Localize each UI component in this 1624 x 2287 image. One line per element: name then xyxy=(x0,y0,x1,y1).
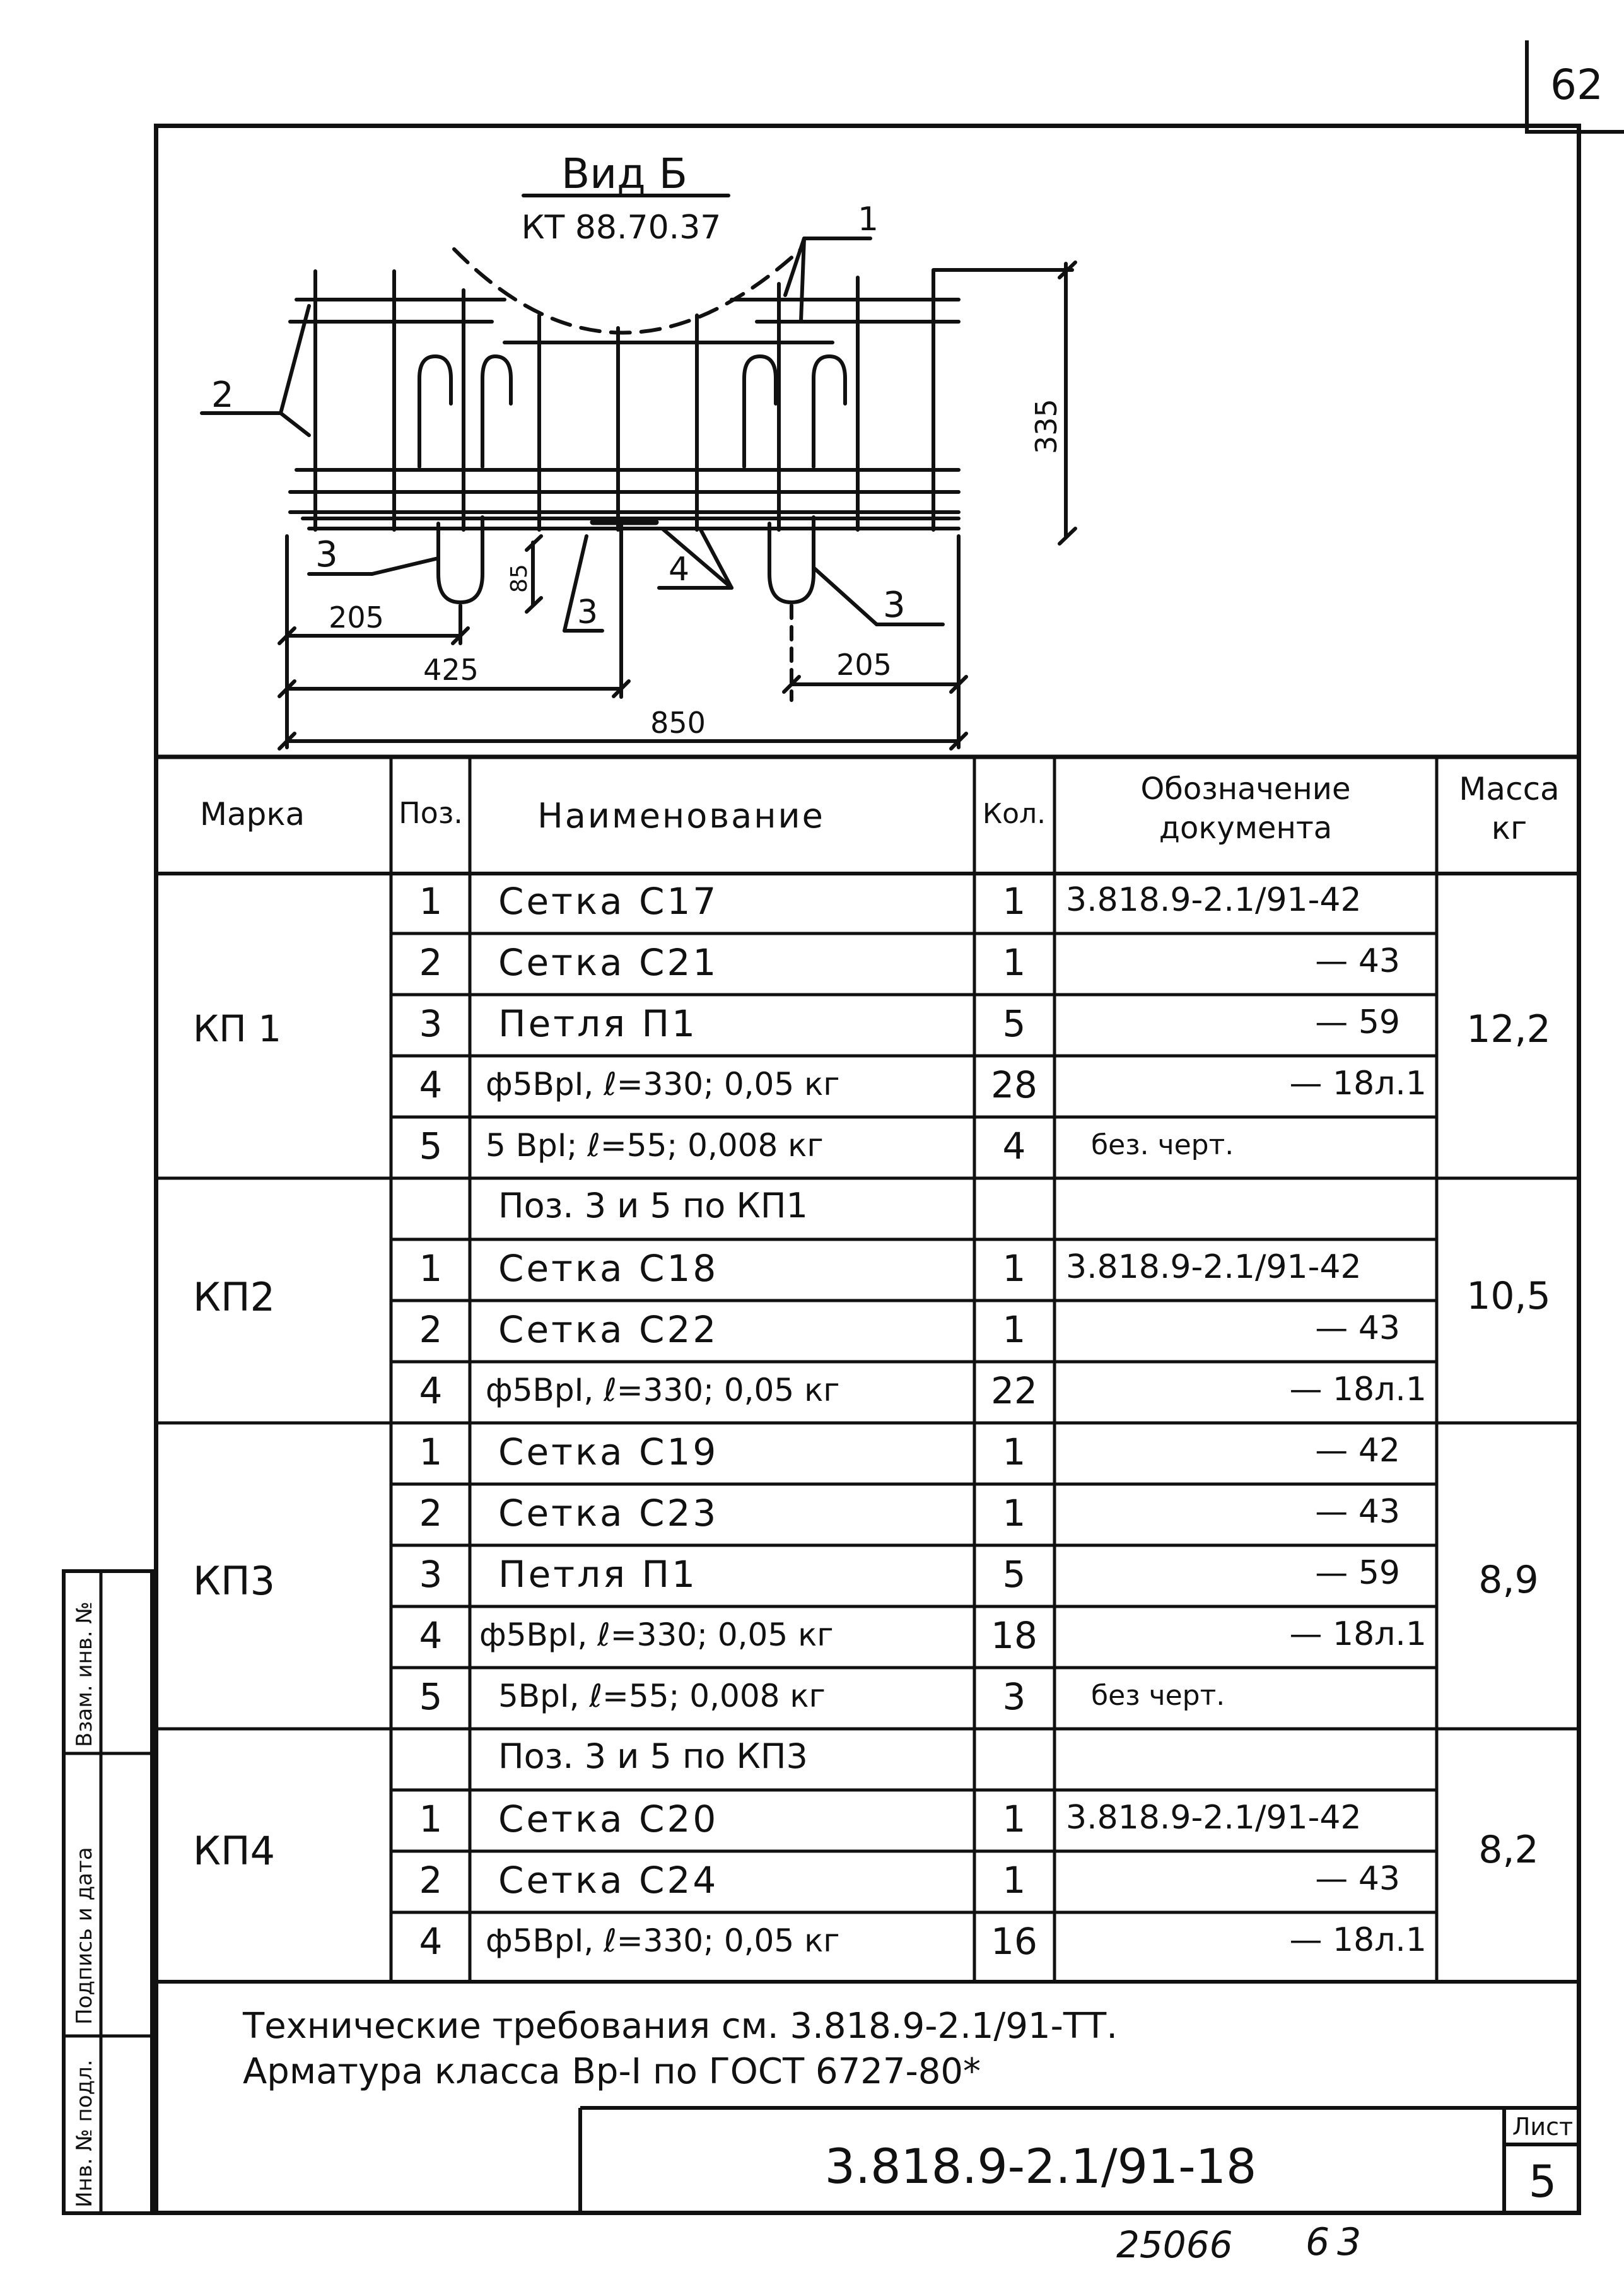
callout-3-left: 3 xyxy=(315,534,338,575)
qty-cell: 1 xyxy=(1002,1247,1026,1290)
dim-850: 850 xyxy=(650,706,706,740)
qty-cell: 22 xyxy=(991,1369,1037,1412)
mass-kp1: 12,2 xyxy=(1466,1007,1551,1051)
doc-cell: — 59 xyxy=(1315,1003,1400,1041)
qty-cell: 5 xyxy=(1002,1553,1026,1596)
marka-kp4: КП4 xyxy=(193,1828,276,1874)
doc-cell: 3.818.9-2.1/91-42 xyxy=(1066,1248,1362,1286)
view-subtitle: КТ 88.70.37 xyxy=(521,209,721,247)
poz-cell: 1 xyxy=(419,1247,443,1290)
callout-3-mid: 3 xyxy=(577,594,599,631)
mass-kp2: 10,5 xyxy=(1466,1274,1551,1318)
document-code: 3.818.9-2.1/91-18 xyxy=(824,2138,1257,2194)
callout-2: 2 xyxy=(211,375,234,416)
qty-cell: 1 xyxy=(1002,1798,1026,1840)
name-cell: Сетка С22 xyxy=(498,1308,719,1351)
poz-cell: 4 xyxy=(419,1369,443,1412)
qty-cell: 1 xyxy=(1002,1492,1026,1535)
footer-page-number: 63 xyxy=(1306,2220,1369,2264)
doc-cell: — 18л.1 xyxy=(1289,1921,1427,1959)
qty-cell: 1 xyxy=(1002,1430,1026,1473)
doc-cell: 3.818.9-2.1/91-42 xyxy=(1066,1799,1362,1837)
poz-cell: 2 xyxy=(419,1492,443,1535)
name-cell: Петля П1 xyxy=(498,1002,698,1045)
poz-cell: 4 xyxy=(419,1920,443,1963)
doc-cell: — 43 xyxy=(1315,1493,1400,1531)
side-stamp-lines xyxy=(0,0,189,2287)
doc-cell: — 42 xyxy=(1315,1432,1400,1470)
stamp-inv-podl: Инв. № подл. xyxy=(72,2059,97,2208)
qty-cell: 1 xyxy=(1002,1308,1026,1351)
qty-cell: 1 xyxy=(1002,880,1026,923)
name-cell: ф5ВрI, ℓ=330; 0,05 кг xyxy=(486,1066,840,1103)
callout-4: 4 xyxy=(669,551,690,588)
poz-cell: 3 xyxy=(419,1553,443,1596)
header-marka: Марка xyxy=(199,796,305,833)
callout-1: 1 xyxy=(858,201,879,238)
poz-cell: 1 xyxy=(419,1798,443,1840)
name-cell: Поз. 3 и 5 по КП3 xyxy=(498,1736,808,1776)
doc-cell: — 59 xyxy=(1315,1554,1400,1592)
header-qty: Кол. xyxy=(982,798,1046,830)
sheet-number: 5 xyxy=(1528,2156,1557,2208)
name-cell: Сетка С21 xyxy=(498,941,719,984)
name-cell: ф5ВрI, ℓ=330; 0,05 кг xyxy=(486,1372,840,1408)
poz-cell: 2 xyxy=(419,1308,443,1351)
poz-cell: 4 xyxy=(419,1063,443,1106)
poz-cell: 2 xyxy=(419,1859,443,1902)
qty-cell: 4 xyxy=(1002,1125,1026,1167)
archive-number: 25066 xyxy=(1116,2223,1233,2266)
header-poz: Поз. xyxy=(399,796,463,830)
name-cell: ф5ВрI, ℓ=330; 0,05 кг xyxy=(486,1922,840,1959)
qty-cell: 28 xyxy=(991,1063,1037,1106)
header-doc: Обозначение документа xyxy=(1140,771,1351,846)
poz-cell: 5 xyxy=(419,1125,443,1167)
poz-cell: 4 xyxy=(419,1614,443,1657)
name-cell: Сетка С23 xyxy=(498,1492,719,1535)
qty-cell: 5 xyxy=(1002,1002,1026,1045)
name-cell: 5ВрI, ℓ=55; 0,008 кг xyxy=(498,1678,826,1714)
dim-205-right: 205 xyxy=(836,648,892,682)
page-number: 62 xyxy=(1550,61,1603,109)
doc-cell: — 18л.1 xyxy=(1289,1615,1427,1653)
qty-cell: 18 xyxy=(991,1614,1037,1657)
header-mass: Масса кг xyxy=(1459,771,1560,846)
qty-cell: 3 xyxy=(1002,1675,1026,1718)
note-reinforcement-class: Арматура класса Вр-I по ГОСТ 6727-80* xyxy=(243,2051,981,2092)
name-cell: Сетка С17 xyxy=(498,880,719,923)
doc-cell: 3.818.9-2.1/91-42 xyxy=(1066,881,1362,919)
dim-85: 85 xyxy=(506,564,532,593)
doc-cell: — 18л.1 xyxy=(1289,1371,1427,1408)
name-cell: 5 ВрI; ℓ=55; 0,008 кг xyxy=(486,1127,824,1164)
dim-205-left: 205 xyxy=(329,600,384,635)
poz-cell: 2 xyxy=(419,941,443,984)
qty-cell: 1 xyxy=(1002,1859,1026,1902)
stamp-podpis-data: Подпись и дата xyxy=(72,1847,97,2025)
doc-cell: — 43 xyxy=(1315,1309,1400,1347)
name-cell: Петля П1 xyxy=(498,1553,698,1596)
name-cell: Сетка С18 xyxy=(498,1247,719,1290)
sheet-label: Лист xyxy=(1512,2113,1574,2141)
view-title: Вид Б xyxy=(561,149,688,198)
qty-cell: 1 xyxy=(1002,941,1026,984)
name-cell: Сетка С19 xyxy=(498,1430,719,1473)
name-cell: Сетка С24 xyxy=(498,1859,719,1902)
mass-kp3: 8,9 xyxy=(1478,1558,1539,1602)
poz-cell: 1 xyxy=(419,1430,443,1473)
header-name: Наименование xyxy=(537,796,825,836)
qty-cell: 16 xyxy=(991,1920,1037,1963)
poz-cell: 1 xyxy=(419,880,443,923)
marka-kp3: КП3 xyxy=(193,1558,276,1604)
doc-cell: без. черт. xyxy=(1091,1129,1234,1161)
name-cell: Поз. 3 и 5 по КП1 xyxy=(498,1186,808,1225)
name-cell: Сетка С20 xyxy=(498,1798,719,1840)
dim-425: 425 xyxy=(423,653,479,687)
doc-cell: — 43 xyxy=(1315,1860,1400,1898)
name-cell: ф5ВрI, ℓ=330; 0,05 кг xyxy=(479,1617,834,1653)
stamp-vzam-inv: Взам. инв. № xyxy=(72,1601,97,1747)
doc-cell: — 43 xyxy=(1315,942,1400,980)
doc-cell: без черт. xyxy=(1091,1680,1225,1712)
doc-cell: — 18л.1 xyxy=(1289,1065,1427,1103)
note-technical-requirements: Технические требования см. 3.818.9-2.1/91-ТТ. xyxy=(243,2006,1118,2047)
callout-3-right: 3 xyxy=(883,585,906,626)
marka-kp1: КП 1 xyxy=(193,1007,282,1050)
marka-kp2: КП2 xyxy=(193,1274,276,1320)
dim-335: 335 xyxy=(1029,399,1063,454)
mass-kp4: 8,2 xyxy=(1478,1828,1539,1872)
poz-cell: 5 xyxy=(419,1675,443,1718)
poz-cell: 3 xyxy=(419,1002,443,1045)
